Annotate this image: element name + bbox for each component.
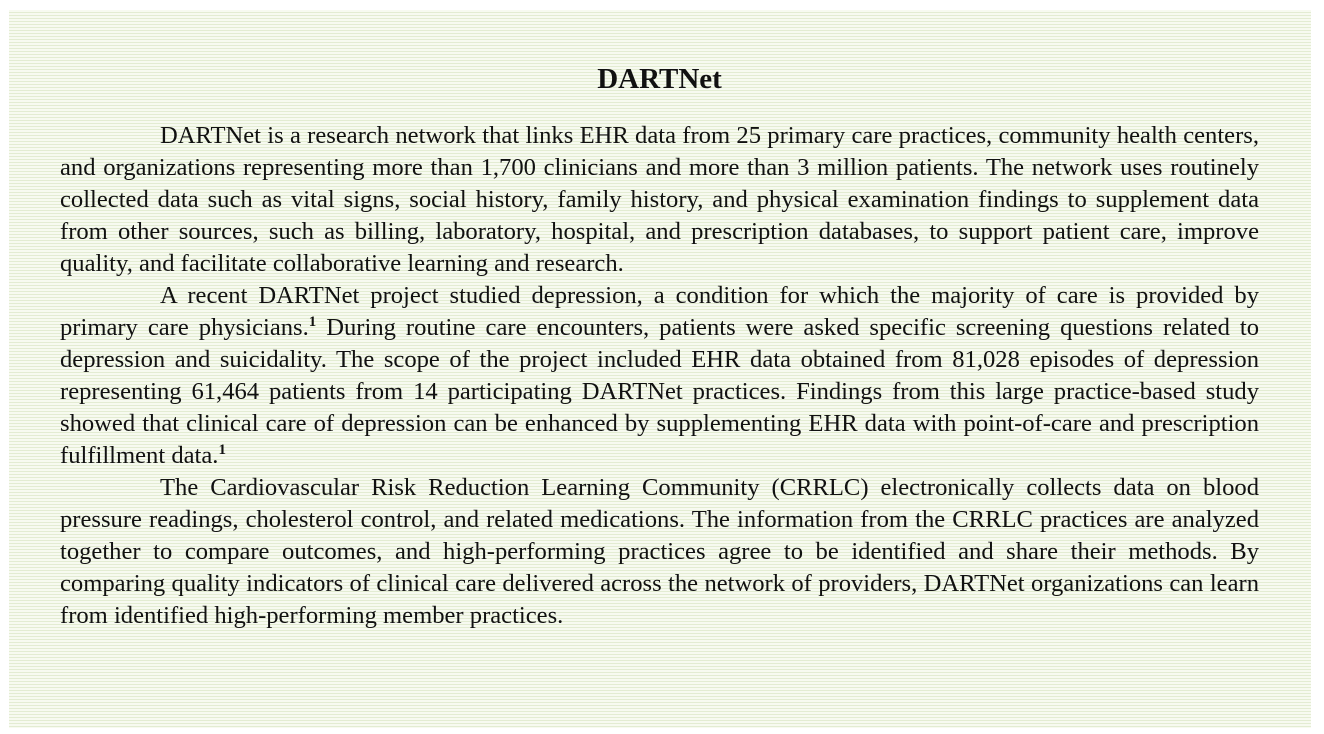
footnote-reference: 1 — [308, 314, 317, 330]
paragraph-overview: DARTNet is a research network that links EHR data from 25 primary care practices, community health centers, and organizations representing more than 1,700 clinicians and more than 3 million patients. The network uses routinely collected data such as vital signs, social history, family history, and physical examination findings to supplement data from other sources, such as billing, laboratory, hospital, and prescription databases, to support patient care, improve quality, and facilitate collaborative learning and research. — [60, 122, 1259, 277]
document-body — [60, 58, 1259, 632]
footnote-reference: 1 — [218, 442, 226, 458]
paragraph-depression-study — [60, 280, 1259, 472]
paragraph-crrlc: The Cardiovascular Risk Reduction Learning Community (CRRLC) electronically collects data on blood pressure readings, cholesterol control, and related medications. The information from the CRRLC practices are analyzed together to compare outcomes, and high-performing practices agree to be identified and share their methods. By comparing quality indicators of clinical care delivered across the network of providers, DARTNet organizations can learn from identified high-performing member practices. — [60, 474, 1259, 629]
paragraph-depression-text-1: A recent DARTNet project studied depression, a condition for which the majority of care is provided by primary care physicians. — [60, 282, 1259, 341]
document-panel — [9, 10, 1311, 728]
page-title: DARTNet — [597, 63, 722, 95]
paragraph-depression-text-2: During routine care encounters, patients were asked specific screening questions related to depression and suicidality. The scope of the project included EHR data obtained from 81,028 episodes of depression representing 61,464 patients from 14 participating DARTNet practices. Findings from this large practice-based study showed that clinical care of depression can be enhanced by supplementing EHR data with point-of-care and prescription fulfillment data. — [60, 314, 1259, 469]
